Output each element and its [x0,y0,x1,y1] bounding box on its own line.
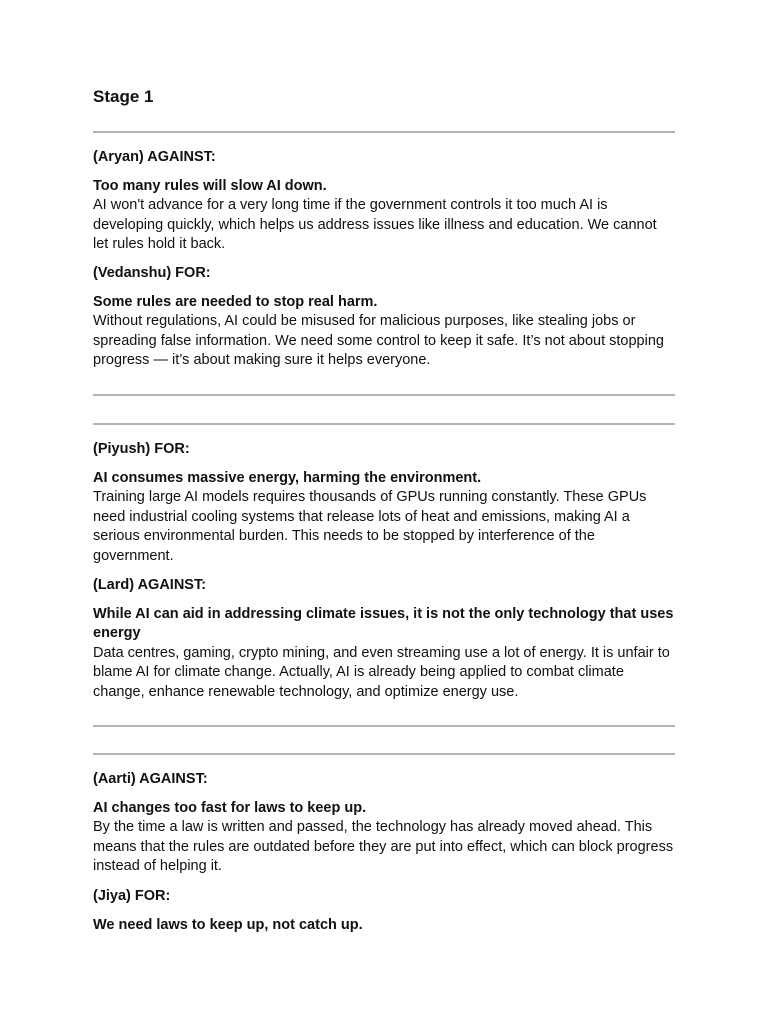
argument-claim: AI consumes massive energy, harming the environment. [93,469,482,486]
argument-claim: Some rules are needed to stop real harm. [93,293,378,310]
speaker-label: (Vedanshu) FOR: [93,265,211,281]
debate-entry [93,576,675,710]
speaker-label: (Aarti) AGAINST: [93,771,208,787]
section-divider [93,753,675,755]
debate-entry [93,887,675,935]
argument-body: Data centres, gaming, crypto mining, and even streaming use a lot of energy. It is unfair to blame AI for climate change. Actually, AI is already being applied to combat climate change, enhance renewable technology, and optimize energy use. [93,644,670,700]
speaker-label: (Jiya) FOR: [93,888,171,904]
page-title: Stage 1 [93,87,154,106]
debate-entry [93,148,675,263]
section-divider [93,394,675,396]
argument-body: AI won't advance for a very long time if the government controls it too much AI is developing quickly, which helps us address issues like illness and education. We cannot let rules hold it back. [93,197,657,252]
argument-body: By the time a law is written and passed, the technology has already moved ahead. This means that the rules are outdated before they are put into effect, which can block progress instead of helping it. [93,819,674,874]
section-divider [93,725,675,727]
speaker-label: (Piyush) FOR: [93,441,190,457]
argument-body: Training large AI models requires thousands of GPUs running constantly. These GPUs need industrial cooling systems that release lots of heat and emissions, making AI a serious environmental burden. This needs to be stopped by interference of the government. [93,489,647,564]
argument-claim: We need laws to keep up, not catch up. [93,916,363,933]
section-divider [93,423,675,425]
speaker-label: (Aryan) AGAINST: [93,149,216,165]
section-divider [93,131,675,133]
argument-body: Without regulations, AI could be misused for malicious purposes, like stealing jobs or spreading false information. We need some control to keep it safe. It’s not about stopping progress — it’s about making sure it helps everyone. [93,313,664,368]
debate-entry [93,264,675,379]
argument-claim: While AI can aid in addressing climate issues, it is not the only technology that uses energy [93,605,674,641]
argument-claim: AI changes too fast for laws to keep up. [93,799,367,816]
debate-entry [93,770,675,885]
argument-claim: Too many rules will slow AI down. [93,177,327,194]
speaker-label: (Lard) AGAINST: [93,577,207,593]
debate-entry [93,440,675,574]
